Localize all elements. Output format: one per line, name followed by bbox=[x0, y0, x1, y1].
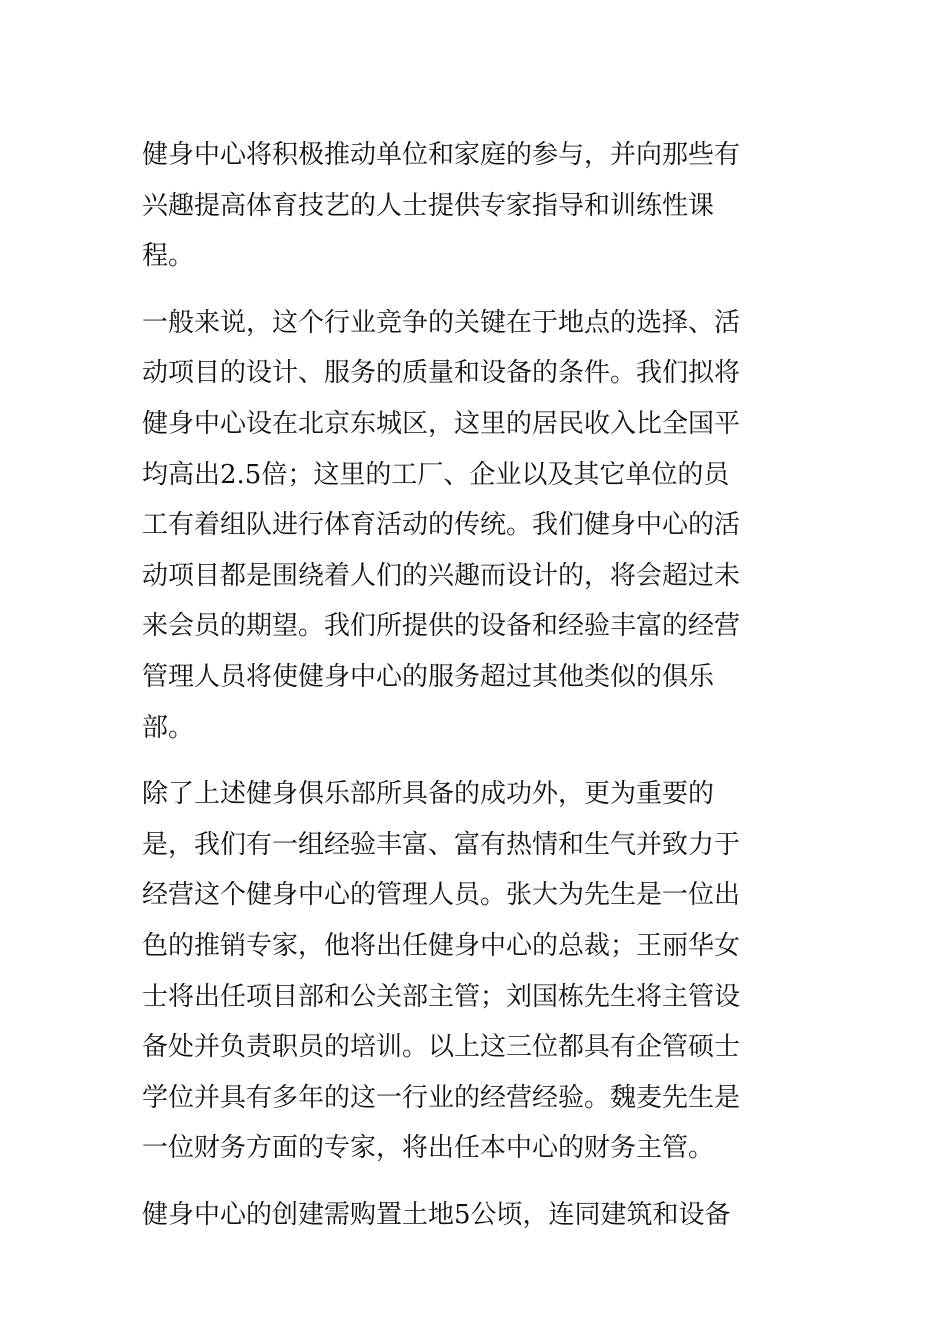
paragraph-4: 健身中心的创建需购置土地5公顷，连同建筑和设备 bbox=[142, 1199, 731, 1230]
paragraph-3: 除了上述健身俱乐部所具备的成功外，更为重要的是，我们有一组经验丰富、富有热情和生气并致力于经营这个健身中心的管理人员。张大为先生是一位出色的推销专家，他将出任健身中心的总裁；王丽华女士将出任项目部和公关部主管；刘国栋先生将主管设备处并负责职员的培训。以上这三位都具有企管硕士学位并具有多年的这一行业的经营经验。魏麦先生是一位财务方面的专家，将出任本中心的财务主管。 bbox=[142, 779, 741, 1164]
paragraph-1: 健身中心将积极推动单位和家庭的参与，并向那些有兴趣提高体育技艺的人士提供专家指导和训练性课程。 bbox=[142, 140, 741, 272]
paragraph-2: 一般来说，这个行业竞争的关键在于地点的选择、活动项目的设计、服务的质量和设备的条件。我们拟将健身中心设在北京东城区，这里的居民收入比全国平均高出2.5倍；这里的工厂、企业以及其它单位的员工有着组队进行体育活动的传统。我们健身中心的活动项目都是围绕着人们的兴趣而设计的，将会超过未来会员的期望。我们所提供的设备和经验丰富的经营管理人员将使健身中心的服务超过其他类似的俱乐部。 bbox=[142, 307, 741, 743]
document-body bbox=[142, 130, 742, 1256]
